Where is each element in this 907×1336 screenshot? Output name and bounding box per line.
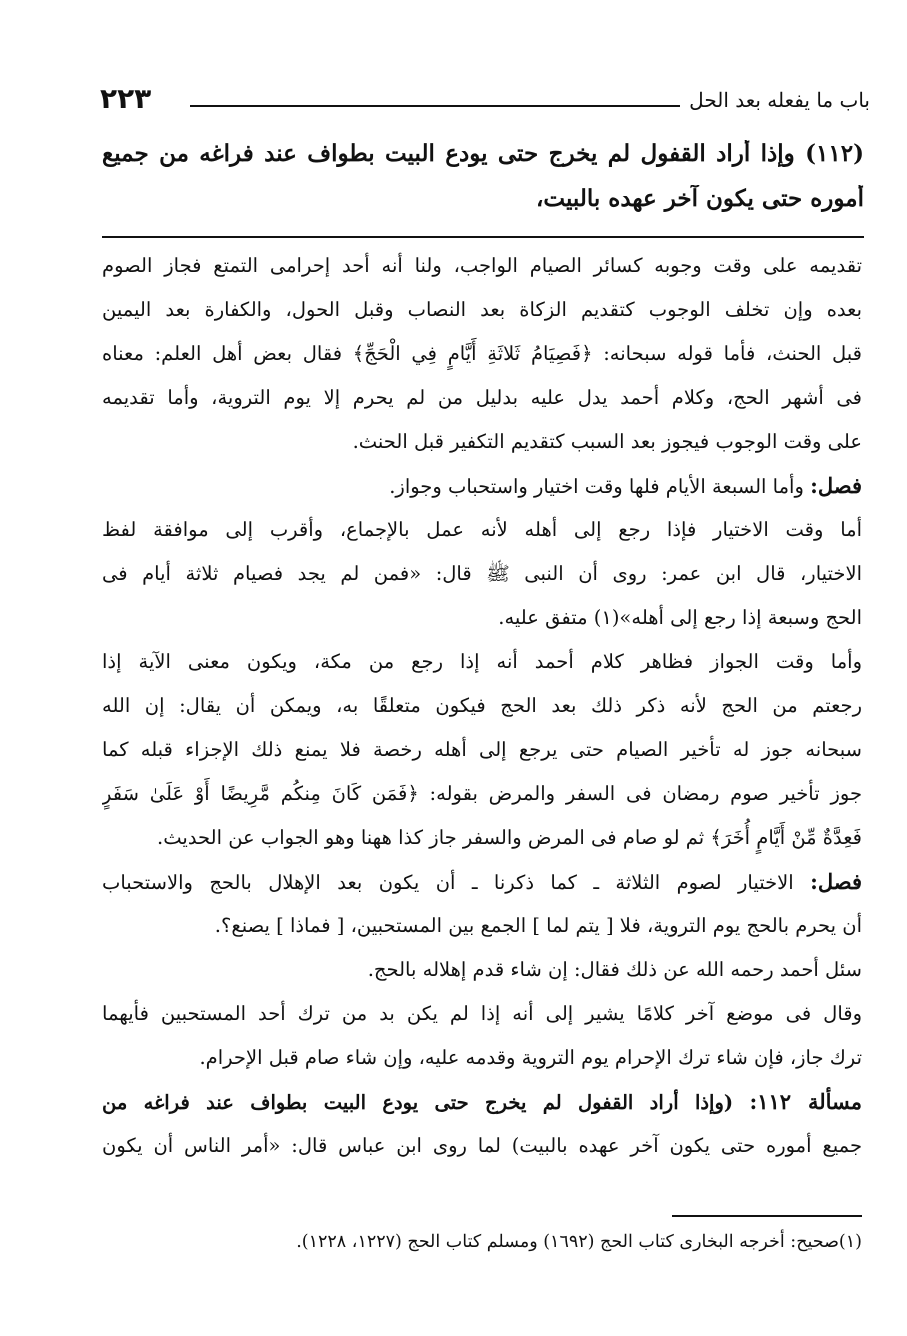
body-line bbox=[102, 378, 862, 418]
body-line-text: أن يحرم بالحج يوم التروية، فلا [ يتم لما ] الجمع بين المستحبين، [ فماذا ] يصنع؟. bbox=[214, 914, 862, 937]
footnote-rule bbox=[672, 1215, 862, 1217]
body-line-text: الاختيار، قال ابن عمر: روى أن النبى ﷺ قال: «فمن لم يجد فصيام ثلاثة أيام فى bbox=[102, 562, 862, 585]
body-line-text: الحج وسبعة إذا رجع إلى أهله»(١) متفق عليه. bbox=[498, 606, 862, 629]
body-line bbox=[102, 818, 862, 858]
body-line-text: فى أشهر الحج، وكلام أحمد يدل عليه بدليل من لم يحرم إلا يوم التروية، وأما تقديمه bbox=[102, 386, 862, 409]
body-line bbox=[102, 466, 862, 506]
body-line-text: سئل أحمد رحمه الله عن ذلك فقال: إن شاء قدم إهلاله بالحج. bbox=[367, 958, 862, 981]
body-line bbox=[102, 1038, 862, 1078]
body-line bbox=[102, 598, 862, 638]
body-line-text: أما وقت الاختيار فإذا رجع إلى أهله لأنه عمل بالإجماع، وأقرب إلى موافقة لفظ bbox=[102, 518, 862, 541]
body-line-text: وأما وقت الجواز فظاهر كلام أحمد أنه إذا رجع من مكة، ويكون معنى الآية إذا bbox=[102, 650, 862, 673]
body-line bbox=[102, 246, 862, 286]
body-line bbox=[102, 510, 862, 550]
body-line bbox=[102, 1082, 862, 1122]
footnote-label: (١)صحيح: bbox=[790, 1232, 862, 1252]
body-line-text: وأما السبعة الأيام فلها وقت اختيار واستحباب وجواز. bbox=[389, 475, 811, 498]
body-line bbox=[102, 1126, 862, 1166]
body-line-text: رجعتم من الحج لأنه ذكر ذلك بعد الحج فيكون متعلقًا به، ويمكن أن يقال: إن الله bbox=[102, 694, 862, 717]
body-line-text: ترك جاز، فإن شاء ترك الإحرام يوم التروية وقدمه عليه، وإن شاء صام قبل الإحرام. bbox=[199, 1046, 862, 1069]
body-line bbox=[102, 730, 862, 770]
body-line bbox=[102, 686, 862, 726]
footnote bbox=[102, 1232, 862, 1252]
page-header bbox=[100, 82, 870, 122]
body-line bbox=[102, 290, 862, 330]
body-line bbox=[102, 422, 862, 462]
body-line-text: على وقت الوجوب فيجوز بعد السبب كتقديم التكفير قبل الحنث. bbox=[352, 430, 862, 453]
body-line-text: فَعِدَّةٌ مِّنْ أَيَّامٍ أُخَرَ﴾ ثم لو صام فى المرض والسفر جاز كذا ههنا وهو الجواب عن الحديث. bbox=[157, 826, 862, 849]
body-line-text: سبحانه جوز له تأخير الصيام حتى يرجع إلى أهله رخصة فلا يمنع ذلك الإجزاء قبله كما bbox=[102, 738, 862, 761]
body-line bbox=[102, 862, 862, 902]
main-text-line-1: (١١٢) وإذا أراد القفول لم يخرج حتى يودع البيت بطواف عند فراغه من جميع bbox=[102, 140, 864, 167]
body-line-text: جوز تأخير صوم رمضان فى السفر والمرض بقوله: ﴿فَمَن كَانَ مِنكُم مَّرِيضًا أَوْ عَلَىٰ سَفَرٍ bbox=[102, 782, 862, 805]
body-line bbox=[102, 994, 862, 1034]
body-line-text: الاختيار لصوم الثلاثة ـ كما ذكرنا ـ أن يكون بعد الإهلال بالحج والاستحباب bbox=[102, 871, 811, 894]
body-line-text: تقديمه على وقت وجوبه كسائر الصيام الواجب، ولنا أنه أحد إحرامى التمتع فجاز الصوم bbox=[102, 254, 862, 277]
masala-label: مسألة ١١٢: bbox=[749, 1089, 862, 1114]
body-line bbox=[102, 950, 862, 990]
footnote-text: أخرجه البخارى كتاب الحج (١٦٩٢) ومسلم كتاب الحج (١٢٢٧، ١٢٢٨). bbox=[296, 1232, 791, 1252]
body-line bbox=[102, 334, 862, 374]
header-rule bbox=[190, 105, 680, 107]
body-line bbox=[102, 554, 862, 594]
body-line bbox=[102, 774, 862, 814]
body-line bbox=[102, 906, 862, 946]
body-line-text: (وإذا أراد القفول لم يخرج حتى يودع البيت بطواف عند فراغه من bbox=[102, 1091, 750, 1114]
fasl-label: فصل: bbox=[810, 869, 862, 894]
body-line-text: جميع أموره حتى يكون آخر عهده بالبيت) لما روى ابن عباس قال: «أمر الناس أن يكون bbox=[102, 1134, 862, 1157]
main-text-separator bbox=[102, 236, 864, 238]
chapter-title: باب ما يفعله بعد الحل bbox=[689, 88, 870, 112]
fasl-label: فصل: bbox=[810, 473, 862, 498]
body-line-text: بعده وإن تخلف الوجوب كتقديم الزكاة بعد النصاب وقبل الحول، والكفارة بعد اليمين bbox=[102, 298, 862, 321]
main-text-line-2: أموره حتى يكون آخر عهده بالبيت، bbox=[535, 185, 864, 212]
body-line-text: قبل الحنث، فأما قوله سبحانه: ﴿فَصِيَامُ ثَلاثَةِ أَيَّامٍ فِي الْحَجِّ﴾ فقال بعض أهل العلم: معناه bbox=[102, 342, 862, 365]
body-line-text: وقال فى موضع آخر كلامًا يشير إلى أنه إذا لم يكن بد من ترك أحد المستحبين فأيهما bbox=[102, 1002, 862, 1025]
page-number: ٢٢٣ bbox=[100, 82, 152, 115]
body-line bbox=[102, 642, 862, 682]
